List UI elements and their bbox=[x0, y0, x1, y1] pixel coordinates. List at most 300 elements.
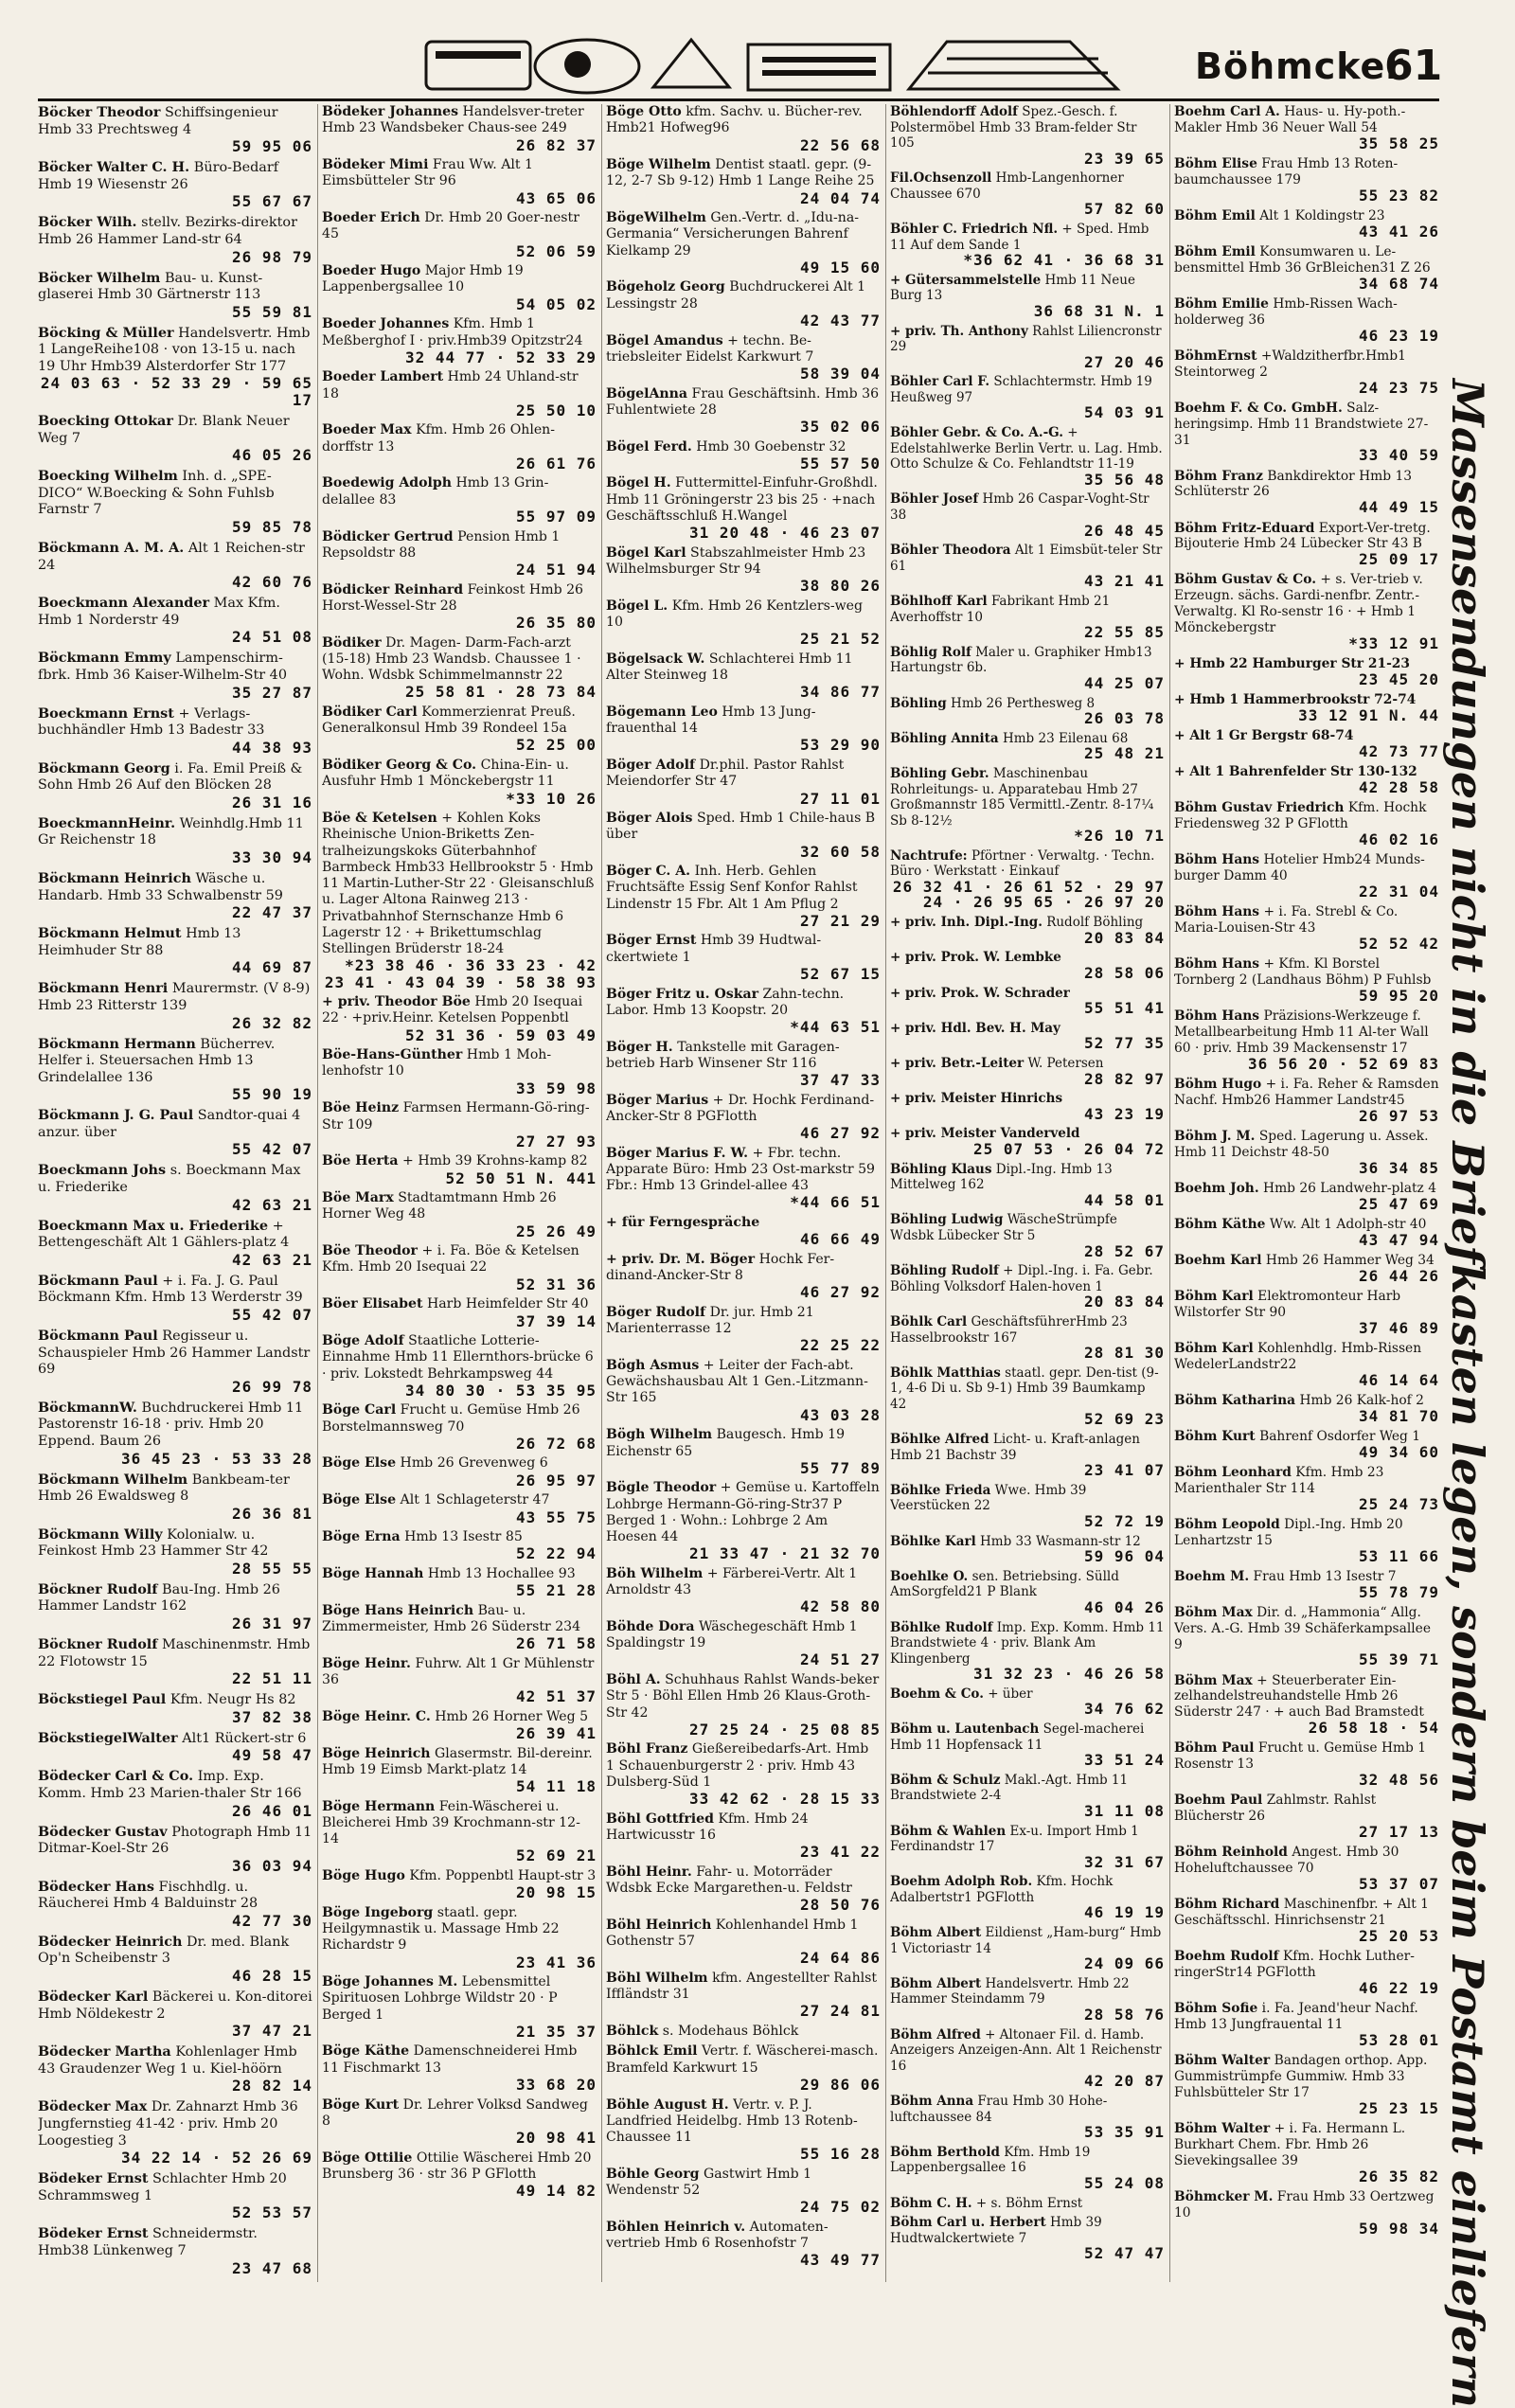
directory-entry bbox=[890, 1263, 1165, 1311]
entry-phone: 24 51 94 bbox=[515, 561, 597, 579]
entry-name: Böhm Hans bbox=[1174, 852, 1260, 868]
entry-detail: Frucht u. Gemüse Hmb 26 Borstelmannsweg 70 bbox=[322, 1402, 580, 1435]
entry-name: Boehm M. bbox=[1174, 1568, 1250, 1584]
entry-name: Böhm Leonhard bbox=[1174, 1464, 1292, 1480]
entry-name: Böh Wilhelm bbox=[606, 1565, 704, 1581]
entry-detail: s. Boeckmann Max u. Friederike bbox=[38, 1163, 301, 1196]
entry-detail: Schlachter Hmb 20 Schrammsweg 1 bbox=[38, 2171, 287, 2203]
entry-phone: 22 55 85 bbox=[1083, 623, 1165, 642]
entry-name: Bögel H. bbox=[606, 475, 671, 491]
entry-phone: 38 80 26 bbox=[799, 577, 881, 596]
entry-phone: 25 48 21 bbox=[1083, 744, 1165, 763]
entry-name: Böhm Franz bbox=[1174, 468, 1263, 484]
entry-detail: Sandtor-quai 4 anzur. über bbox=[38, 1108, 301, 1140]
entry-name: Fil.Ochsenzoll bbox=[890, 170, 992, 187]
entry-name: Boeder Lambert bbox=[322, 369, 444, 385]
entry-name: Böhm Reinhold bbox=[1174, 1845, 1288, 1861]
directory-entry bbox=[38, 468, 312, 535]
entry-detail: Hotelier Hmb24 Munds-burger Damm 40 bbox=[1174, 852, 1425, 884]
entry-phone: 46 19 19 bbox=[1083, 1903, 1165, 1922]
entry-phone: 46 22 19 bbox=[1358, 1978, 1439, 1997]
entry-detail: + i. Fa. Hermann L. Burkhart Chem. Fbr. Hmb 26 Sievekingsallee 39 bbox=[1174, 2120, 1406, 2168]
entry-name: Böhlig Rolf bbox=[890, 644, 971, 660]
entry-name: Böhle August H. bbox=[606, 2096, 729, 2113]
entry-phone: 37 47 21 bbox=[231, 2022, 312, 2041]
directory-entry bbox=[606, 1215, 881, 1248]
directory-entry bbox=[38, 104, 312, 155]
entry-detail: Handelsvertr. Hmb 22 Hammer Steindamm 79 bbox=[890, 1975, 1130, 2007]
directory-entry bbox=[38, 1036, 312, 1103]
entry-phone: 26 36 81 bbox=[231, 1504, 312, 1523]
entry-name: Böcker Wilh. bbox=[38, 214, 137, 231]
entry-phone: 24 51 08 bbox=[231, 628, 312, 647]
entry-name: Bödicker Gertrud bbox=[322, 528, 454, 544]
entry-name: Nachtrufe: bbox=[890, 847, 968, 864]
entry-detail: Hmb 13 Jung-frauenthal 14 bbox=[606, 704, 816, 737]
entry-phone: 25 09 17 bbox=[1358, 550, 1439, 569]
entry-phone: *33 10 26 bbox=[506, 789, 597, 808]
entry-detail: Futtermittel-Einfuhr-Großhdl. Hmb 11 Gröningerstr 23 bis 25 · +nach Geschäftsschluß H.Wangel bbox=[606, 475, 878, 524]
entry-phone: 24 04 74 bbox=[799, 188, 881, 207]
entry-name: Böhm Elise bbox=[1174, 155, 1257, 171]
entry-phone: 34 81 70 bbox=[1358, 1406, 1439, 1425]
entry-name: Böckmann Helmut bbox=[38, 925, 182, 942]
entry-detail: W. Petersen bbox=[1027, 1056, 1104, 1071]
entry-name: Böge Erna bbox=[322, 1529, 401, 1545]
directory-entry bbox=[38, 2225, 312, 2276]
entry-detail: + Edelstahlwerke Berlin Vertr. u. Lag. Hmb. Otto Schulze & Co. Fehlandtstr 11-19 bbox=[890, 425, 1163, 473]
entry-detail: Wäschegeschäft Hmb 1 Spaldingstr 19 bbox=[606, 1618, 858, 1651]
entry-phone: 46 14 64 bbox=[1358, 1370, 1439, 1389]
entry-name: Boeder Hugo bbox=[322, 263, 421, 279]
entry-detail: Dr. Blank Neuer Weg 7 bbox=[38, 414, 290, 446]
entry-name: Böhm Leopold bbox=[1174, 1516, 1280, 1532]
entry-name: Böckner Rudolf bbox=[38, 1580, 158, 1597]
entry-name: Böe-Hans-Günther bbox=[322, 1047, 463, 1063]
entry-detail: Bau- u. Kunst-glaserei Hmb 30 Gärtnerstr 113 bbox=[38, 270, 263, 303]
entry-detail: Segel-macherei Hmb 11 Hopfensack 11 bbox=[890, 1721, 1145, 1753]
directory-entry bbox=[606, 987, 881, 1036]
entry-detail: Hmb 33 Wasmann-str 12 bbox=[980, 1533, 1141, 1549]
entry-name: Böe Herta bbox=[322, 1153, 399, 1169]
entry-detail: Export-Ver-tretg. Bijouterie Hmb 24 Lübecker Str 43 B bbox=[1174, 520, 1431, 552]
entry-detail: Schlachterei Hmb 11 Alter Steinweg 18 bbox=[606, 651, 853, 684]
entry-detail: Ww. Alt 1 Adolph-str 40 bbox=[1269, 1216, 1427, 1232]
directory-entry bbox=[38, 1730, 312, 1764]
entry-detail: Harb Heimfelder Str 40 bbox=[426, 1296, 589, 1312]
directory-entry bbox=[38, 1526, 312, 1578]
entry-phone: 52 31 36 · 59 03 49 bbox=[404, 1026, 597, 1044]
entry-detail: Lampenschirm-fbrk. Hmb 36 Kaiser-Wilhelm-Str 40 bbox=[38, 651, 287, 683]
entry-phone: 28 50 76 bbox=[799, 1896, 881, 1915]
entry-name: Böe Heinz bbox=[322, 1100, 400, 1116]
entry-name: Böckmann Paul bbox=[38, 1272, 158, 1289]
directory-entry bbox=[606, 104, 881, 153]
directory-entry bbox=[606, 1864, 881, 1914]
entry-phone: 26 32 82 bbox=[231, 1013, 312, 1032]
directory-entry bbox=[1174, 401, 1439, 465]
directory-entry bbox=[890, 1212, 1165, 1259]
entry-name: BöckmannW. bbox=[38, 1399, 137, 1416]
entry-name: Böge Hannah bbox=[322, 1565, 424, 1581]
entry-name: Bögemann Leo bbox=[606, 704, 718, 720]
entry-name: Böckmann Heinrich bbox=[38, 870, 191, 887]
directory-entry bbox=[1174, 852, 1439, 901]
entry-phone: 52 47 47 bbox=[1083, 2244, 1165, 2263]
entry-phone: 43 65 06 bbox=[515, 188, 597, 207]
entry-detail: Inh. Herb. Gehlen Fruchtsäfte Essig Senf Konfor Rahlst Lindenstr 15 Fbr. Alt 1 Am Pflug 2 bbox=[606, 864, 858, 912]
entry-detail: i. Fa. Emil Preiß & Sohn Hmb 26 Auf den Blöcken 28 bbox=[38, 760, 303, 794]
entry-name: Boehm Karl bbox=[1174, 1252, 1262, 1268]
entry-detail: Dipl.-Ing. Hmb 20 Lenhartzstr 15 bbox=[1174, 1516, 1403, 1548]
entry-phone: 52 52 42 bbox=[1358, 935, 1439, 953]
entry-name: Böcker Theodor bbox=[38, 104, 161, 120]
directory-entry bbox=[606, 1741, 881, 1807]
entry-detail: Sped. Hmb 1 Chile-haus B über bbox=[606, 811, 876, 843]
entry-name: + priv. Meister Vanderveld bbox=[890, 1126, 1080, 1142]
entry-detail: Alt1 Rückert-str 6 bbox=[182, 1730, 307, 1746]
entry-name: Böge Hans Heinrich bbox=[322, 1602, 474, 1618]
directory-entry bbox=[1174, 1217, 1439, 1249]
entry-phone: 43 49 77 bbox=[799, 2251, 881, 2270]
entry-detail: Zahlmstr. Rahlst Blücherstr 26 bbox=[1174, 1793, 1377, 1825]
entry-name: Böhlendorff Adolf bbox=[890, 104, 1018, 119]
entry-name: Böhm C. H. bbox=[890, 2195, 972, 2211]
entry-detail: Dr. Zahnarzt Hmb 36 Jungfernstieg 41-42 · priv. Hmb 20 Loogestieg 3 bbox=[38, 2099, 298, 2149]
entry-detail: Dr.phil. Pastor Rahlst Meiendorfer Str 47 bbox=[606, 758, 845, 790]
entry-name: Bödecker Gustav bbox=[38, 1823, 168, 1840]
entry-detail: Fein-Wäscherei u. Bleicherei Hmb 39 Krochmann-str 12-14 bbox=[322, 1798, 580, 1847]
entry-detail: Dentist staatl. gepr. (9-12, 2-7 Sb 9-12) Hmb 1 Lange Reihe 25 bbox=[606, 157, 875, 189]
entry-detail: Imp. Exp. Komm. Hmb 23 Marien-thaler Str 166 bbox=[38, 1769, 302, 1801]
entry-detail: Kfm. Hochk Adalbertstr1 PGFlotth bbox=[890, 1874, 1114, 1905]
entry-phone: 52 53 57 bbox=[231, 2203, 312, 2222]
entry-name: Böge Johannes M. bbox=[322, 1974, 458, 1990]
entry-phone: 42 63 21 bbox=[231, 1195, 312, 1214]
entry-detail: Kolonialw. u. Feinkost Hmb 23 Hammer Str 42 bbox=[38, 1526, 269, 1560]
entry-phone: 25 20 53 bbox=[1358, 1927, 1439, 1946]
entry-detail: Hmb 26 Hammer Weg 34 bbox=[1265, 1252, 1435, 1268]
entry-name: Böhling Rudolf bbox=[890, 1263, 999, 1279]
entry-phone: 34 68 74 bbox=[1358, 274, 1439, 293]
entry-detail: Glasermstr. Bil-dereinr. Hmb 19 Eimsb Markt-platz 14 bbox=[322, 1745, 593, 1777]
directory-entry bbox=[606, 811, 881, 860]
entry-name: Böhm Emil bbox=[1174, 243, 1256, 259]
directory-entry bbox=[322, 1402, 597, 1452]
entry-phone: 25 23 15 bbox=[1358, 2098, 1439, 2117]
entry-detail: Bücherrev. Helfer i. Steuersachen Hmb 13 Grindelallee 136 bbox=[38, 1036, 276, 1085]
entry-detail: Farmsen Hermann-Gö-ring-Str 109 bbox=[322, 1100, 590, 1133]
entry-phone: 32 60 58 bbox=[799, 842, 881, 861]
entry-detail: Dr. med. Blank Op'n Scheibenstr 3 bbox=[38, 1934, 290, 1967]
directory-entry bbox=[322, 529, 597, 579]
entry-phone: 28 55 55 bbox=[231, 1559, 312, 1578]
entry-detail: Kfm. Hmb 19 Lappenbergsallee 16 bbox=[890, 2144, 1091, 2176]
entry-phone: 55 42 07 bbox=[231, 1306, 312, 1324]
entry-phone: 52 77 35 bbox=[1083, 1034, 1165, 1053]
entry-name: BöhmErnst bbox=[1174, 348, 1257, 364]
entry-phone: 59 85 78 bbox=[231, 518, 312, 536]
entry-detail: Bankbeam-ter Hmb 26 Ewaldsweg 8 bbox=[38, 1472, 290, 1505]
entry-detail: Automaten-vertrieb Hmb 6 Rosenhofstr 7 bbox=[606, 2219, 829, 2252]
entry-detail: Imp. Exp. Komm. Hmb 11 Brandstwiete 4 · priv. Blank Am Klingenberg bbox=[890, 1619, 1165, 1667]
directory-entry bbox=[890, 2215, 1165, 2262]
directory-entry bbox=[322, 1333, 597, 1399]
directory-entry bbox=[606, 1093, 881, 1142]
entry-detail: Wäsche u. Handarb. Hmb 33 Schwalbenstr 59 bbox=[38, 871, 283, 903]
directory-entry bbox=[1174, 208, 1439, 241]
directory-entry bbox=[322, 1974, 597, 2040]
entry-detail: Bäckerei u. Kon-ditorei Hmb Nöldekestr 2 bbox=[38, 1989, 312, 2022]
entry-phone: 33 40 59 bbox=[1358, 446, 1439, 465]
entry-phone: 33 42 62 · 28 15 33 bbox=[688, 1790, 881, 1809]
entry-name: Böhlke Karl bbox=[890, 1533, 976, 1549]
entry-name: Böge Käthe bbox=[322, 2043, 410, 2060]
directory-entry bbox=[322, 1529, 597, 1562]
entry-phone: 26 46 01 bbox=[231, 1801, 312, 1820]
entry-phone: 59 96 04 bbox=[1083, 1547, 1165, 1566]
entry-name: Böe Theodor bbox=[322, 1243, 418, 1259]
entry-name: Böhm Hans bbox=[1174, 956, 1260, 972]
entry-name: Böhm Max bbox=[1174, 1672, 1253, 1688]
directory-entry bbox=[1174, 104, 1439, 152]
entry-name: + priv. Inh. Dipl.-Ing. bbox=[890, 915, 1043, 931]
entry-name: Bödeker Johannes bbox=[322, 104, 459, 119]
entry-phone: 31 32 23 · 46 26 58 bbox=[972, 1665, 1165, 1684]
entry-phone: 23 41 07 bbox=[1083, 1461, 1165, 1480]
directory-entry bbox=[38, 1636, 312, 1687]
directory-entry bbox=[322, 2150, 597, 2200]
entry-phone: 26 71 58 bbox=[515, 1634, 597, 1653]
entry-name: Bögel L. bbox=[606, 598, 668, 614]
entry-name: Boeckmann Alexander bbox=[38, 595, 210, 612]
directory-entry bbox=[890, 1432, 1165, 1479]
entry-phone: 27 20 46 bbox=[1083, 352, 1165, 371]
directory-entry bbox=[38, 815, 312, 866]
entry-name: Boedewig Adolph bbox=[322, 475, 452, 491]
entry-name: Böcker Wilhelm bbox=[38, 269, 161, 286]
entry-name: Böge Else bbox=[322, 1492, 397, 1508]
directory-entry bbox=[606, 1480, 881, 1561]
entry-detail: Maurermstr. (V 8-9) Hmb 23 Ritterstr 139 bbox=[38, 981, 311, 1013]
entry-phone: 26 35 82 bbox=[1358, 2167, 1439, 2185]
entry-detail: +Waldzitherfbr.Hmb1 Steintorweg 2 bbox=[1174, 348, 1406, 380]
entry-phone: 43 23 19 bbox=[1083, 1104, 1165, 1123]
entry-name: Bödeker Mimi bbox=[322, 157, 429, 173]
directory-entry bbox=[890, 2145, 1165, 2192]
directory-entry bbox=[322, 210, 597, 259]
entry-detail: Gastwirt Hmb 1 Wendenstr 52 bbox=[606, 2166, 812, 2199]
entry-name: Böckstiegel Paul bbox=[38, 1691, 167, 1708]
directory-entry bbox=[1174, 1008, 1439, 1073]
directory-entry bbox=[890, 425, 1165, 488]
entry-name: Böhm Emilie bbox=[1174, 295, 1269, 312]
entry-detail: Hochk Fer-dinand-Ancker-Str 8 bbox=[606, 1251, 835, 1284]
entry-phone: 28 52 67 bbox=[1083, 1241, 1165, 1260]
entry-detail: Kommerzienrat Preuß. Generalkonsul Hmb 39 Rondeel 15a bbox=[322, 704, 576, 737]
entry-detail: Stadtamtmann Hmb 26 Horner Weg 48 bbox=[322, 1190, 557, 1222]
entry-name: Bödiker Carl bbox=[322, 704, 418, 720]
entry-phone: 25 07 53 · 26 04 72 bbox=[972, 1139, 1165, 1158]
directory-entry bbox=[322, 1190, 597, 1240]
entry-name: Böhm Fritz-Eduard bbox=[1174, 520, 1315, 536]
entry-detail: Frau Hmb 30 Hohe-luftchaussee 84 bbox=[890, 2093, 1108, 2125]
entry-detail: Rudolf Böhling bbox=[1046, 915, 1144, 931]
directory-entry bbox=[606, 157, 881, 206]
entry-phone: 55 24 08 bbox=[1083, 2173, 1165, 2192]
sidebar-notice-text: Massensendungen nicht in die Briefkasten legen, sondern beim Postamt einliefern bbox=[1442, 379, 1493, 2408]
entry-phone: 21 35 37 bbox=[515, 2022, 597, 2041]
entry-phone: 27 21 29 bbox=[799, 911, 881, 930]
entry-detail: + Fbr. techn. Apparate Büro: Hmb 23 Ost-markstr 59 Fbr.: Hmb 13 Grindel-allee 43 bbox=[606, 1145, 876, 1194]
entry-name: Böhlck bbox=[606, 2023, 659, 2039]
entry-phone: 23 47 68 bbox=[231, 2258, 312, 2277]
entry-detail: Hmb 11 Neue Burg 13 bbox=[890, 272, 1135, 304]
entry-detail: + Dipl.-Ing. i. Fa. Gebr. Böhling Volksdorf Halen-hoven 1 bbox=[890, 1263, 1153, 1294]
entry-phone: 35 58 25 bbox=[1358, 134, 1439, 152]
entry-name: Böhl Heinrich bbox=[606, 1917, 712, 1933]
entry-name: Böhm Richard bbox=[1174, 1897, 1280, 1913]
entry-phone: 32 44 77 · 52 33 29 bbox=[404, 348, 597, 366]
directory-entry bbox=[606, 2043, 881, 2093]
entry-detail: + Gemüse u. Kartoffeln Lohbrge Hermann-Gö-ring-Str37 P Berged 1 · Wohn.: Lohbrge 2 Am Hoesen 44 bbox=[606, 1480, 880, 1545]
entry-phone: 52 72 19 bbox=[1083, 1511, 1165, 1530]
entry-name: + priv. Prok. W. Schrader bbox=[890, 985, 1070, 1001]
entry-phone: 46 02 16 bbox=[1358, 830, 1439, 849]
entry-phone: 59 95 20 bbox=[1358, 986, 1439, 1005]
entry-detail: Vertr. f. Wäscherei-masch. Bramfeld Karkwurt 15 bbox=[606, 2043, 879, 2076]
directory-entry bbox=[38, 214, 312, 265]
entry-phone: 52 22 94 bbox=[515, 1544, 597, 1563]
entry-name: + priv. Hdl. Bev. H. May bbox=[890, 1020, 1060, 1036]
entry-name: Bödecker Max bbox=[38, 2098, 148, 2115]
directory-entry bbox=[1174, 692, 1439, 724]
directory-entry bbox=[1174, 2001, 1439, 2049]
entry-phone: 27 27 93 bbox=[515, 1132, 597, 1150]
entry-name: Böhler Josef bbox=[890, 491, 979, 508]
entry-phone: 33 59 98 bbox=[515, 1079, 597, 1097]
directory-entry bbox=[606, 705, 881, 754]
entry-phone: 36 45 23 · 53 33 28 bbox=[120, 1449, 312, 1468]
directory-entry bbox=[606, 2167, 881, 2216]
directory-entry bbox=[606, 1252, 881, 1301]
entry-detail: Handelsvertr. Hmb 1 LangeReihe108 · von 13-15 u. nach 19 Uhr Hmb39 Alsterdorfer Str 177 bbox=[38, 325, 311, 374]
entry-name: Böhm Berthold bbox=[890, 2144, 1000, 2160]
entry-detail: Haus- u. Hy-poth.-Makler Hmb 36 Neuer Wall 54 bbox=[1174, 104, 1406, 135]
entry-phone: 25 50 10 bbox=[515, 401, 597, 419]
entry-phone: 55 57 50 bbox=[799, 454, 881, 473]
entry-detail: Frau Ww. Alt 1 Eimsbütteler Str 96 bbox=[322, 157, 534, 189]
entry-name: Böge Ingeborg bbox=[322, 1904, 434, 1920]
entry-phone: 26 31 16 bbox=[231, 793, 312, 812]
directory-entry bbox=[1174, 764, 1439, 796]
directory-entry bbox=[606, 1427, 881, 1476]
entry-phone: 53 11 66 bbox=[1358, 1546, 1439, 1565]
entry-phone: 32 31 67 bbox=[1083, 1852, 1165, 1871]
directory-entry bbox=[1174, 1897, 1439, 1945]
entry-name: Böhm Käthe bbox=[1174, 1216, 1266, 1232]
directory-entry bbox=[890, 2196, 1165, 2212]
entry-phone: 24 03 63 · 52 33 29 · 59 65 17 bbox=[40, 374, 312, 410]
entry-name: Böckner Rudolf bbox=[38, 1636, 158, 1653]
directory-entry bbox=[890, 1721, 1165, 1769]
entry-detail: Dipl.-Ing. Hmb 13 Mittelweg 162 bbox=[890, 1161, 1113, 1193]
entry-phone: 53 35 91 bbox=[1083, 2123, 1165, 2142]
page-number: 61 bbox=[1384, 42, 1443, 90]
directory-entry bbox=[1174, 1949, 1439, 1997]
directory-entry bbox=[890, 696, 1165, 727]
entry-name: Böhler Theodora bbox=[890, 543, 1011, 559]
entry-name: Bödicker Reinhard bbox=[322, 581, 464, 598]
directory-entry bbox=[1174, 800, 1439, 848]
entry-detail: Frau Hmb 13 Isestr 7 bbox=[1253, 1568, 1397, 1584]
entry-name: Böhm Gustav Friedrich bbox=[1174, 800, 1345, 816]
entry-detail: + Kohlen Koks Rheinische Union-Briketts Zen-tralheizungskoks Güterbahnhof Barmbeck Hmb33 Hellbrookstr 5 · Hmb 11 Martin-Luther-Str 22 · Gleisanschluß u. Lager Altona Rainweg 213 · Privatbahnhof Sternschanze Hmb 6 Lagerstr 12 · + Brikettumschlag Stellingen Brüderstr 18-24 bbox=[322, 811, 595, 957]
directory-entry bbox=[38, 1768, 312, 1819]
entry-phone: 26 99 78 bbox=[231, 1377, 312, 1396]
entry-phone: 49 14 82 bbox=[515, 2182, 597, 2201]
entry-phone: 27 17 13 bbox=[1358, 1823, 1439, 1842]
entry-name: Böge Ottilie bbox=[322, 2149, 413, 2166]
directory-entry bbox=[322, 1603, 597, 1652]
entry-name: Böckmann Wilhelm bbox=[38, 1471, 188, 1488]
directory-entry bbox=[890, 1126, 1165, 1157]
entry-phone: *44 66 51 bbox=[790, 1193, 881, 1212]
directory-entry bbox=[322, 1492, 597, 1525]
entry-name: Bödeker Ernst bbox=[38, 2225, 149, 2242]
entry-name: Böhlk Carl bbox=[890, 1313, 968, 1329]
directory-entry bbox=[38, 1328, 312, 1395]
entry-detail: + i. Fa. Strebl & Co. Maria-Louisen-Str 43 bbox=[1174, 904, 1399, 936]
entry-phone: 26 03 78 bbox=[1083, 709, 1165, 728]
directory-entry bbox=[890, 1976, 1165, 2024]
entry-name: Boehm Paul bbox=[1174, 1793, 1263, 1809]
entry-phone: 43 03 28 bbox=[799, 1405, 881, 1424]
directory-entry bbox=[322, 475, 597, 525]
entry-phone: 25 58 81 · 28 73 84 bbox=[404, 683, 597, 702]
directory-entry bbox=[1174, 572, 1439, 652]
entry-name: Böger Marius bbox=[606, 1092, 709, 1108]
directory-entry bbox=[322, 157, 597, 206]
entry-name: Böge Hermann bbox=[322, 1798, 436, 1814]
directory-entry bbox=[890, 594, 1165, 641]
directory-entry bbox=[38, 1824, 312, 1875]
entry-name: Bödecker Martha bbox=[38, 2043, 171, 2060]
entry-detail: Bau- u. Zimmermeister, Hmb 26 Süderstr 234 bbox=[322, 1602, 581, 1634]
directory-entry bbox=[890, 731, 1165, 762]
directory-entry bbox=[322, 263, 597, 312]
entry-phone: 52 50 51 N. 441 bbox=[445, 1168, 597, 1187]
entry-detail: + s. Böhm Ernst bbox=[975, 2195, 1083, 2211]
entry-name: + für Ferngespräche bbox=[606, 1215, 760, 1230]
entry-phone: 44 69 87 bbox=[231, 958, 312, 977]
entry-detail: sen. Betriebsing. Sülld AmSorgfeld21 P Blank bbox=[890, 1568, 1119, 1600]
entry-detail: Hmb 39 Hudtwal-ckertwiete 1 bbox=[606, 933, 822, 965]
entry-phone: 42 60 76 bbox=[231, 573, 312, 592]
directory-entry bbox=[890, 2027, 1165, 2090]
entry-phone: 37 82 38 bbox=[231, 1707, 312, 1726]
entry-name: Böe Marx bbox=[322, 1190, 394, 1206]
entry-name: Böhm Albert bbox=[890, 1925, 982, 1941]
entry-name: Böger Adolf bbox=[606, 758, 696, 773]
entry-name: + Alt 1 Gr Bergstr 68-74 bbox=[1174, 728, 1354, 744]
directory-entry bbox=[1174, 2121, 1439, 2185]
entry-detail: Hmb 26 Kalk-hof 2 bbox=[1299, 1392, 1424, 1408]
entry-detail: Hmb 24 Uhland-str 18 bbox=[322, 369, 579, 401]
entry-phone: 28 82 97 bbox=[1083, 1069, 1165, 1088]
directory-entry bbox=[322, 1799, 597, 1864]
entry-detail: Kfm. Hmb 23 Marienthaler Str 114 bbox=[1174, 1464, 1384, 1496]
